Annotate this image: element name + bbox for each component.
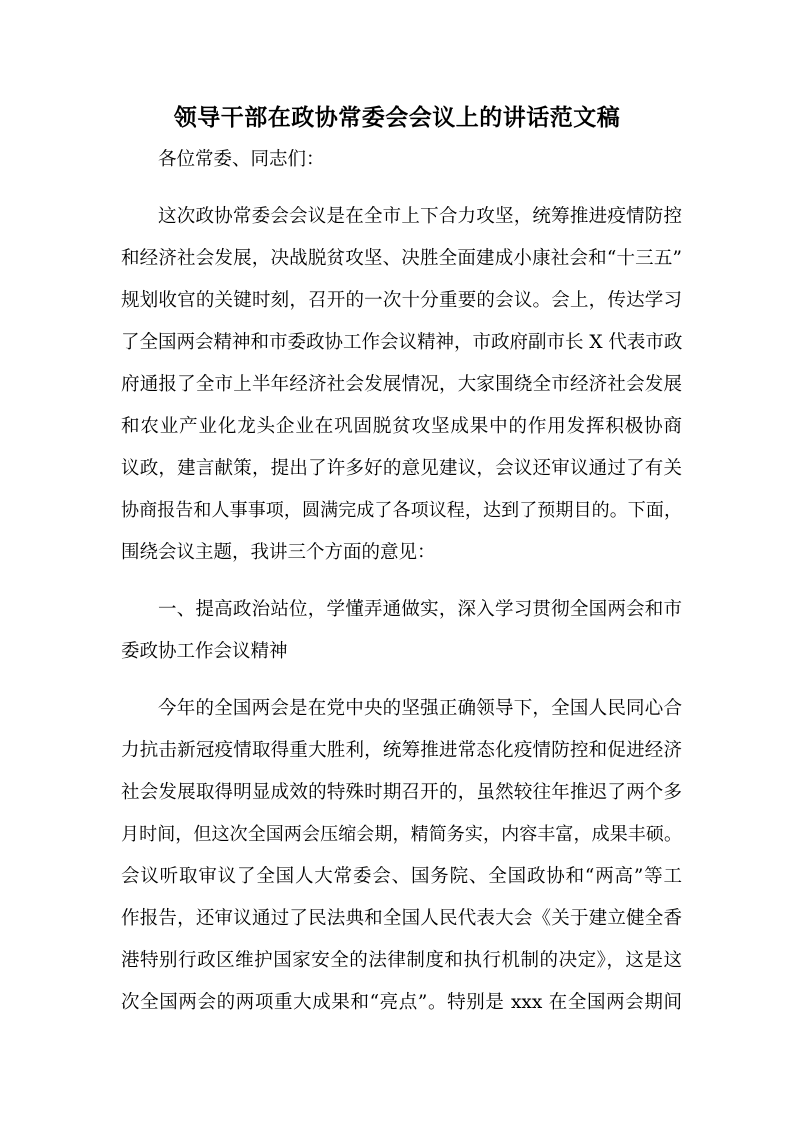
paragraph-line: 规划收官的关键时刻，召开的一次十分重要的会议。会上，传达学习 xyxy=(121,290,682,311)
paragraph-line: 今年的全国两会是在党中央的坚强正确领导下，全国人民同心合 xyxy=(158,698,682,719)
paragraph-line: 议政，建言献策，提出了许多好的意见建议，会议还审议通过了有关 xyxy=(121,458,682,479)
paragraph-line: 府通报了全市上半年经济社会发展情况，大家围绕全市经济社会发展 xyxy=(121,374,682,395)
paragraph-line: 和农业产业化龙头企业在巩固脱贫攻坚成果中的作用发挥积极协商 xyxy=(121,416,682,437)
paragraph-line: 这次政协常委会会议是在全市上下合力攻坚，统筹推进疫情防控 xyxy=(158,206,682,227)
paragraph-line: 围绕会议主题，我讲三个方面的意见： xyxy=(121,542,436,563)
paragraph-line: 作报告，还审议通过了民法典和全国人民代表大会《关于建立健全香 xyxy=(121,908,682,929)
paragraph-line: 力抗击新冠疫情取得重大胜利，统筹推进常态化疫情防控和促进经济 xyxy=(121,740,682,761)
document-title: 领导干部在政协常委会会议上的讲话范文稿 xyxy=(173,104,621,131)
paragraph-line: 协商报告和人事事项，圆满完成了各项议程，达到了预期目的。下面， xyxy=(121,500,682,521)
paragraph-line: 和经济社会发展，决战脱贫攻坚、决胜全面建成小康社会和“十三五” xyxy=(121,248,682,269)
paragraph-line: 了全国两会精神和市委政协工作会议精神，市政府副市长 X 代表市政 xyxy=(121,332,683,353)
paragraph-line: 一、提高政治站位，学懂弄通做实，深入学习贯彻全国两会和市 xyxy=(158,599,682,620)
paragraph-line: 委政协工作会议精神 xyxy=(121,641,288,662)
paragraph-line: 港特别行政区维护国家安全的法律制度和执行机制的决定》，这是这 xyxy=(121,950,682,971)
paragraph-line: 次全国两会的两项重大成果和“亮点”。特别是 xxx 在全国两会期间 xyxy=(121,992,682,1013)
paragraph-line: 会议听取审议了全国人大常委会、国务院、全国政协和“两高”等工 xyxy=(121,866,682,887)
paragraph-line: 社会发展取得明显成效的特殊时期召开的，虽然较往年推迟了两个多 xyxy=(121,782,682,803)
paragraph-line: 月时间，但这次全国两会压缩会期，精简务实，内容丰富，成果丰硕。 xyxy=(121,824,682,845)
salutation: 各位常委、同志们： xyxy=(158,149,325,170)
